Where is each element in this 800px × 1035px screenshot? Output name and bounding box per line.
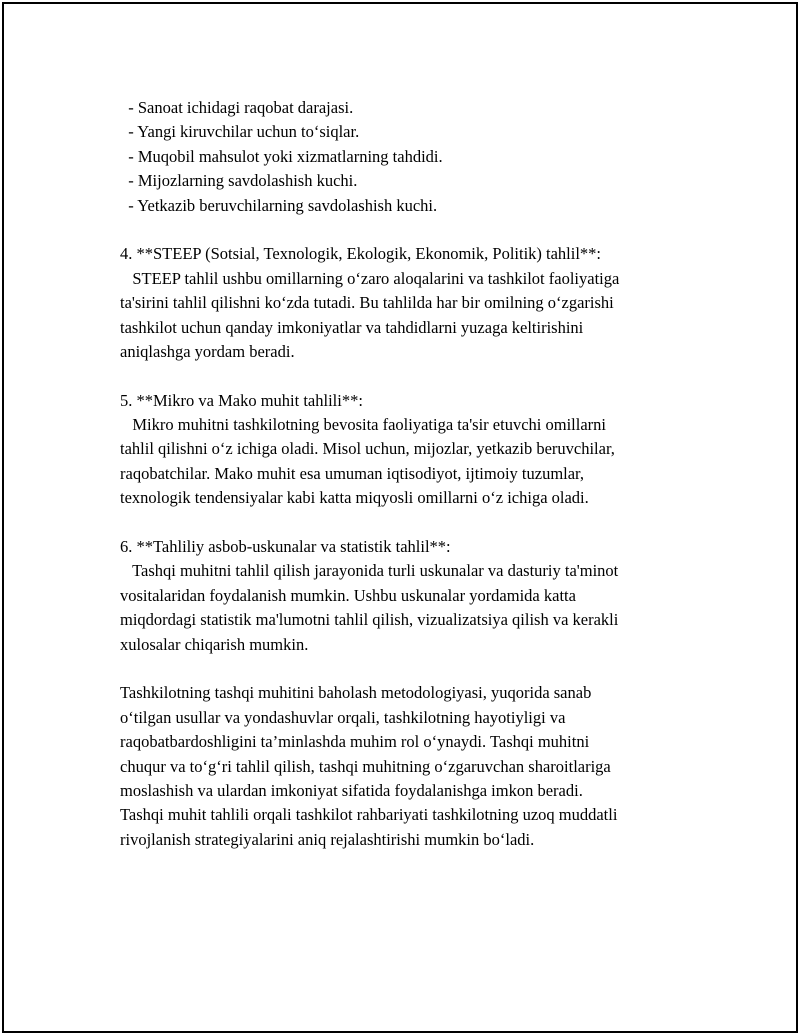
bullet-list [120, 96, 720, 218]
paragraph-line: Tashkilotning tashqi muhitini baholash metodologiyasi, yuqorida sanab [120, 683, 592, 703]
paragraph-line: o‘tilgan usullar va yondashuvlar orqali, tashkilotning hayotiyligi va [120, 707, 566, 727]
bullet-item: - Yangi kiruvchilar uchun to‘siqlar. [120, 122, 360, 142]
spacer [120, 511, 720, 535]
section-4 [120, 242, 720, 364]
paragraph-line: Tashqi muhit tahlili orqali tashkilot rahbariyati tashkilotning uzoq muddatli [120, 805, 618, 825]
bullet-item: - Yetkazib beruvchilarning savdolashish kuchi. [120, 195, 438, 215]
paragraph-line: tahlil qilishni o‘z ichiga oladi. Misol uchun, mijozlar, yetkazib beruvchilar, [120, 439, 615, 459]
section-5 [120, 389, 720, 511]
paragraph-line: STEEP tahlil ushbu omillarning o‘zaro aloqalarini va tashkilot faoliyatiga [120, 268, 620, 288]
paragraph-line: ta'sirini tahlil qilishni ko‘zda tutadi. Bu tahlilda har bir omilning o‘zgarishi [120, 293, 614, 313]
paragraph-line: Mikro muhitni tashkilotning bevosita faoliyatiga ta'sir etuvchi omillarni [120, 415, 606, 435]
section-heading: 4. **STEEP (Sotsial, Texnologik, Ekologik, Ekonomik, Politik) tahlil**: [120, 244, 602, 264]
paragraph-line: texnologik tendensiyalar kabi katta miqyosli omillarni o‘z ichiga oladi. [120, 488, 589, 508]
spacer [120, 364, 720, 388]
page-frame [2, 2, 798, 1033]
spacer [120, 657, 720, 681]
paragraph-line: raqobatchilar. Mako muhit esa umuman iqtisodiyot, ijtimoiy tuzumlar, [120, 463, 585, 483]
bullet-item: - Muqobil mahsulot yoki xizmatlarning tahdidi. [120, 146, 443, 166]
paragraph-line: raqobatbardoshligini ta’minlashda muhim rol o‘ynaydi. Tashqi muhitni [120, 732, 590, 752]
document-body [120, 96, 720, 852]
spacer [120, 218, 720, 242]
paragraph-line: rivojlanish strategiyalarini aniq rejalashtirishi mumkin bo‘ladi. [120, 829, 535, 849]
paragraph-line: vositalaridan foydalanish mumkin. Ushbu uskunalar yordamida katta [120, 585, 576, 605]
paragraph-line: aniqlashga yordam beradi. [120, 341, 295, 361]
bullet-item: - Sanoat ichidagi raqobat darajasi. [120, 98, 354, 117]
section-6 [120, 535, 720, 657]
section-heading: 6. **Tahliliy asbob-uskunalar va statistik tahlil**: [120, 537, 451, 557]
paragraph-line: Tashqi muhitni tahlil qilish jarayonida turli uskunalar va dasturiy ta'minot [120, 561, 619, 581]
conclusion-paragraph [120, 681, 720, 852]
paragraph-line: miqdordagi statistik ma'lumotni tahlil qilish, vizualizatsiya qilish va kerakli [120, 610, 619, 630]
bullet-item: - Mijozlarning savdolashish kuchi. [120, 171, 358, 191]
paragraph-line: chuqur va to‘g‘ri tahlil qilish, tashqi muhitning o‘zgaruvchan sharoitlariga [120, 756, 611, 776]
paragraph-line: tashkilot uchun qanday imkoniyatlar va tahdidlarni yuzaga keltirishini [120, 317, 584, 337]
paragraph-line: xulosalar chiqarish mumkin. [120, 634, 309, 654]
section-heading: 5. **Mikro va Mako muhit tahlili**: [120, 390, 363, 410]
paragraph-line: moslashish va ulardan imkoniyat sifatida foydalanishga imkon beradi. [120, 780, 583, 800]
